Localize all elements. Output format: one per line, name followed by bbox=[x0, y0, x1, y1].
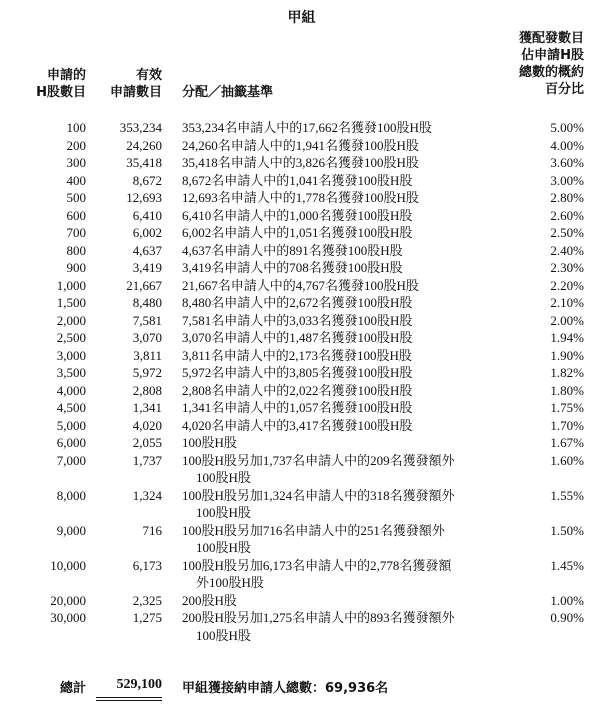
cell-valid-applications: 2,325 bbox=[132, 592, 162, 608]
table-row bbox=[0, 207, 584, 225]
cell-allocation-basis bbox=[182, 207, 500, 225]
cell-valid-applications: 1,341 bbox=[132, 400, 162, 415]
basis-line: 3,070名申請人中的1,487名獲發100股H股 bbox=[182, 330, 413, 345]
cell-spacer bbox=[162, 487, 182, 522]
cell-valid-applications: 6,002 bbox=[132, 225, 162, 240]
basis-line: 100股H股 bbox=[182, 435, 237, 450]
cell-spacer bbox=[162, 207, 182, 225]
cell-percentage: 1.60% bbox=[550, 452, 584, 468]
table-row bbox=[0, 224, 584, 242]
cell-allocation-basis bbox=[182, 137, 500, 155]
cell-valid-applications: 3,811 bbox=[133, 347, 162, 363]
cell-spacer bbox=[162, 242, 182, 260]
cell-valid-applications: 4,020 bbox=[132, 417, 162, 433]
cell-shares-applied: 4,500 bbox=[56, 400, 86, 415]
cell-shares-applied: 900 bbox=[66, 260, 86, 275]
cell-spacer bbox=[162, 382, 182, 400]
cell-percentage: 1.50% bbox=[550, 522, 584, 538]
cell-shares-applied: 4,000 bbox=[56, 382, 86, 398]
table-row bbox=[0, 609, 584, 644]
cell-shares-applied: 20,000 bbox=[50, 592, 86, 608]
cell-spacer bbox=[162, 329, 182, 347]
cell-percentage: 1.90% bbox=[550, 347, 584, 363]
cell-allocation-basis bbox=[182, 242, 500, 260]
cell-valid-applications: 3,070 bbox=[132, 330, 162, 345]
cell-percentage: 2.00% bbox=[550, 312, 584, 328]
basis-line: 100股H股另加1,324名申請人中的318名獲發額外 bbox=[182, 487, 455, 503]
cell-spacer bbox=[162, 119, 182, 137]
basis-line: 4,020名申請人中的3,417名獲發100股H股 bbox=[182, 417, 413, 433]
table-row bbox=[0, 294, 584, 312]
cell-valid-applications: 6,410 bbox=[132, 207, 162, 223]
cell-spacer bbox=[162, 172, 182, 190]
cell-allocation-basis bbox=[182, 399, 500, 417]
cell-spacer bbox=[162, 224, 182, 242]
cell-percentage: 1.94% bbox=[550, 330, 584, 345]
cell-shares-applied: 30,000 bbox=[50, 610, 86, 625]
cell-valid-applications: 1,275 bbox=[132, 610, 162, 625]
header-shares-applied: 申請的 H股數目 bbox=[36, 68, 86, 100]
cell-shares-applied: 2,000 bbox=[56, 312, 86, 328]
total-value: 529,100 bbox=[116, 677, 162, 692]
table-row bbox=[0, 557, 584, 592]
cell-shares-applied: 1,000 bbox=[56, 277, 86, 293]
basis-line: 100股H股 bbox=[196, 505, 251, 520]
table-row bbox=[0, 399, 584, 417]
table-row bbox=[0, 137, 584, 155]
cell-percentage: 1.45% bbox=[550, 557, 584, 573]
basis-line: 100股H股 bbox=[196, 540, 251, 555]
table-row bbox=[0, 329, 584, 347]
cell-valid-applications: 24,260 bbox=[126, 137, 162, 153]
cell-spacer bbox=[162, 592, 182, 610]
basis-line: 35,418名申請人中的3,826名獲發100股H股 bbox=[182, 155, 419, 170]
cell-allocation-basis bbox=[182, 452, 500, 487]
basis-line: 100股H股 bbox=[196, 627, 251, 643]
cell-spacer bbox=[162, 294, 182, 312]
cell-shares-applied: 3,000 bbox=[56, 347, 86, 363]
cell-valid-applications: 716 bbox=[142, 522, 162, 538]
basis-line: 200股H股 bbox=[182, 592, 237, 608]
table-row bbox=[0, 277, 584, 295]
cell-percentage: 2.10% bbox=[550, 295, 584, 310]
table-row bbox=[0, 487, 584, 522]
cell-allocation-basis bbox=[182, 329, 500, 347]
cell-valid-applications: 8,480 bbox=[132, 295, 162, 310]
basis-line: 2,808名申請人中的2,022名獲發100股H股 bbox=[182, 382, 413, 398]
cell-allocation-basis bbox=[182, 434, 500, 452]
cell-spacer bbox=[162, 312, 182, 330]
basis-line: 7,581名申請人中的3,033名獲發100股H股 bbox=[182, 312, 413, 328]
total-underline bbox=[96, 697, 162, 698]
table-row bbox=[0, 434, 584, 452]
cell-percentage: 1.82% bbox=[550, 365, 584, 380]
basis-line: 24,260名申請人中的1,941名獲發100股H股 bbox=[182, 137, 419, 153]
cell-allocation-basis bbox=[182, 609, 500, 644]
cell-shares-applied: 600 bbox=[66, 207, 86, 223]
basis-line: 6,002名申請人中的1,051名獲發100股H股 bbox=[182, 225, 413, 240]
cell-allocation-basis bbox=[182, 382, 500, 400]
cell-allocation-basis bbox=[182, 172, 500, 190]
table-row bbox=[0, 382, 584, 400]
table-row bbox=[0, 154, 584, 172]
cell-valid-applications: 12,693 bbox=[126, 190, 162, 205]
cell-spacer bbox=[162, 347, 182, 365]
cell-allocation-basis bbox=[182, 189, 500, 207]
cell-shares-applied: 2,500 bbox=[56, 330, 86, 345]
cell-valid-applications: 2,808 bbox=[132, 382, 162, 398]
cell-shares-applied: 100 bbox=[66, 120, 86, 135]
table-row bbox=[0, 522, 584, 557]
cell-allocation-basis bbox=[182, 259, 500, 277]
total-double-underline bbox=[96, 700, 162, 701]
table-row bbox=[0, 347, 584, 365]
basis-line: 5,972名申請人中的3,805名獲發100股H股 bbox=[182, 365, 413, 380]
cell-shares-applied: 200 bbox=[66, 137, 86, 153]
table-row bbox=[0, 259, 584, 277]
cell-percentage: 1.75% bbox=[550, 400, 584, 415]
cell-shares-applied: 1,500 bbox=[56, 295, 86, 310]
cell-allocation-basis bbox=[182, 119, 500, 137]
cell-shares-applied: 400 bbox=[66, 172, 86, 188]
cell-percentage: 2.30% bbox=[550, 260, 584, 275]
header-allocation-basis: 分配／抽籤基準 bbox=[182, 85, 274, 100]
cell-valid-applications: 1,737 bbox=[132, 452, 162, 468]
cell-allocation-basis bbox=[182, 592, 500, 610]
cell-percentage: 4.00% bbox=[550, 137, 584, 153]
cell-shares-applied: 5,000 bbox=[56, 417, 86, 433]
cell-percentage: 1.55% bbox=[550, 487, 584, 503]
cell-spacer bbox=[162, 189, 182, 207]
cell-percentage: 2.20% bbox=[550, 277, 584, 293]
cell-valid-applications: 3,419 bbox=[132, 260, 162, 275]
basis-line: 3,419名申請人中的708名獲發100股H股 bbox=[182, 260, 403, 275]
cell-spacer bbox=[162, 399, 182, 417]
basis-line: 21,667名申請人中的4,767名獲發100股H股 bbox=[182, 277, 419, 293]
basis-line: 12,693名申請人中的1,778名獲發100股H股 bbox=[182, 190, 419, 205]
header-valid-applications: 有效 申請數目 bbox=[109, 68, 162, 100]
basis-line: 1,341名申請人中的1,057名獲發100股H股 bbox=[182, 400, 413, 415]
cell-percentage: 2.60% bbox=[550, 207, 584, 223]
allocation-table bbox=[0, 119, 584, 644]
cell-allocation-basis bbox=[182, 557, 500, 592]
cell-shares-applied: 3,500 bbox=[56, 365, 86, 380]
cell-shares-applied: 7,000 bbox=[56, 452, 86, 468]
basis-line: 外100股H股 bbox=[196, 575, 264, 590]
basis-line: 3,811名申請人中的2,173名獲發100股H股 bbox=[182, 347, 412, 363]
table-row bbox=[0, 189, 584, 207]
basis-line: 200股H股另加1,275名申請人中的893名獲發額外 bbox=[182, 610, 455, 625]
cell-valid-applications: 353,234 bbox=[119, 120, 162, 135]
cell-spacer bbox=[162, 434, 182, 452]
cell-shares-applied: 9,000 bbox=[56, 522, 86, 538]
basis-line: 353,234名申請人中的17,662名獲發100股H股 bbox=[182, 120, 432, 135]
cell-spacer bbox=[162, 557, 182, 592]
total-label: 總計 bbox=[59, 681, 86, 696]
cell-valid-applications: 7,581 bbox=[132, 312, 162, 328]
cell-allocation-basis bbox=[182, 347, 500, 365]
cell-percentage: 5.00% bbox=[550, 120, 584, 135]
allocation-table-body bbox=[0, 119, 584, 644]
cell-allocation-basis bbox=[182, 224, 500, 242]
cell-percentage: 1.80% bbox=[550, 382, 584, 398]
total-successful-applicants: 甲組獲接納申請人總數：69,936名 bbox=[182, 681, 389, 696]
basis-line: 4,637名申請人中的891名獲發100股H股 bbox=[182, 242, 403, 258]
cell-valid-applications: 4,637 bbox=[132, 242, 162, 258]
cell-spacer bbox=[162, 417, 182, 435]
cell-spacer bbox=[162, 609, 182, 644]
cell-allocation-basis bbox=[182, 417, 500, 435]
cell-shares-applied: 300 bbox=[66, 155, 86, 170]
cell-shares-applied: 500 bbox=[66, 190, 86, 205]
cell-allocation-basis bbox=[182, 277, 500, 295]
cell-percentage: 3.00% bbox=[550, 172, 584, 188]
total-row bbox=[0, 677, 603, 707]
table-row bbox=[0, 364, 584, 382]
cell-spacer bbox=[162, 154, 182, 172]
cell-spacer bbox=[162, 259, 182, 277]
pool-title: 甲組 bbox=[287, 10, 316, 26]
basis-line: 100股H股另加6,173名申請人中的2,778名獲發額 bbox=[182, 557, 452, 573]
table-row bbox=[0, 312, 584, 330]
cell-percentage: 1.70% bbox=[550, 417, 584, 433]
basis-line: 100股H股 bbox=[196, 470, 251, 485]
cell-valid-applications: 8,672 bbox=[132, 172, 162, 188]
cell-shares-applied: 700 bbox=[66, 225, 86, 240]
table-row bbox=[0, 119, 584, 137]
table-row bbox=[0, 452, 584, 487]
basis-line: 100股H股另加716名申請人中的251名獲發額外 bbox=[182, 522, 445, 538]
cell-valid-applications: 6,173 bbox=[132, 557, 162, 573]
cell-shares-applied: 800 bbox=[66, 242, 86, 258]
cell-percentage: 1.67% bbox=[550, 435, 584, 450]
cell-shares-applied: 8,000 bbox=[56, 487, 86, 503]
cell-valid-applications: 2,055 bbox=[132, 435, 162, 450]
cell-percentage: 2.40% bbox=[550, 242, 584, 258]
header-allotment-percentage: 獲配發數目 佔申請H股 總數的概約 百分比 bbox=[518, 31, 584, 97]
table-row bbox=[0, 242, 584, 260]
cell-percentage: 2.50% bbox=[550, 225, 584, 240]
cell-valid-applications: 5,972 bbox=[132, 365, 162, 380]
cell-valid-applications: 1,324 bbox=[132, 487, 162, 503]
cell-shares-applied: 6,000 bbox=[56, 435, 86, 450]
cell-valid-applications: 35,418 bbox=[126, 155, 162, 170]
cell-spacer bbox=[162, 364, 182, 382]
basis-line: 100股H股另加1,737名申請人中的209名獲發額外 bbox=[182, 452, 455, 468]
cell-allocation-basis bbox=[182, 487, 500, 522]
table-row bbox=[0, 417, 584, 435]
cell-percentage: 2.80% bbox=[550, 190, 584, 205]
cell-percentage: 1.00% bbox=[550, 592, 584, 608]
cell-spacer bbox=[162, 137, 182, 155]
cell-valid-applications: 21,667 bbox=[126, 277, 162, 293]
basis-line: 8,672名申請人中的1,041名獲發100股H股 bbox=[182, 172, 413, 188]
cell-shares-applied: 10,000 bbox=[50, 557, 86, 573]
cell-spacer bbox=[162, 522, 182, 557]
cell-allocation-basis bbox=[182, 522, 500, 557]
cell-percentage: 3.60% bbox=[550, 155, 584, 170]
cell-allocation-basis bbox=[182, 364, 500, 382]
cell-allocation-basis bbox=[182, 154, 500, 172]
cell-allocation-basis bbox=[182, 294, 500, 312]
table-row bbox=[0, 592, 584, 610]
table-row bbox=[0, 172, 584, 190]
basis-line: 6,410名申請人中的1,000名獲發100股H股 bbox=[182, 207, 413, 223]
cell-spacer bbox=[162, 277, 182, 295]
basis-line: 8,480名申請人中的2,672名獲發100股H股 bbox=[182, 295, 413, 310]
cell-spacer bbox=[162, 452, 182, 487]
cell-allocation-basis bbox=[182, 312, 500, 330]
cell-percentage: 0.90% bbox=[550, 610, 584, 625]
